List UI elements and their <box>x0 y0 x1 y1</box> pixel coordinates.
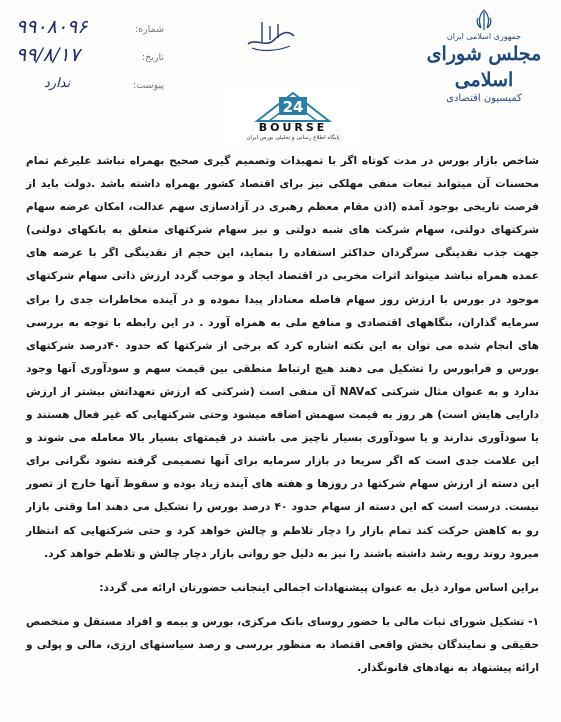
letter-number: ۹۹۰۸۰۹۶ <box>16 16 88 38</box>
proposal-item-1: ۱- تشکیل شورای ثبات مالی با حضور روسای بانک مرکزی، بورس و بیمه و افراد مستقل و متخصص حقیقی و نمایندگان بخش واقعی اقتصاد به منظور بررسی و رصد سیاستهای ارزی، مالی و پولی و ارائه پیشنهاد به نهادهای قانونگذار. <box>26 615 539 674</box>
body-paragraph-1: شاخص بازار بورس در مدت کوتاه اگر با تمهیدات وتصمیم گیری صحیح بهمراه نباشد علیرغم تمام محسنات آن میتواند تبعات منفی مهلکی نیز برای اقتصاد کشور بهمراه داشته باشد .دولت باید از فرصت تاریخی بوجود آمده (اذن مقام معظم رهبری در آزادسازی سهم عدالت، امکان عرضه سهام شرکتهای دولتی، سهام شرکت های شبه دولتی و نیز سهام شرکتهای متعلق به بانکهای دولتی) جهت جذب نقدینگی سرگردان حداکثر استفاده را بنماید، این حجم از نقدینگی اگر با عرضه های عمده همراه نباشد میتواند اثرات مخربی در اقتصاد ایجاد و موجب گردد ارزش ذاتی سهام شرکتهای موجود در بورس با ارزش روز سهام فاصله معنادار پیدا نموده و در آینده مخاطرات جدی را برای سرمایه گذاران، بنگاههای اقتصادی و منافع ملی به همراه آورد . در این رابطه با توجه به بررسی های انجام شده می توان به این نکته اشاره کرد که برخی از شرکتها که حدود ۴۰درصد شرکتهای بورس و فرابورس را تشکیل می دهند هیچ ارتباط منطقی بین قیمت سهم و سودآوری آنها وجود ندارد و به عنوان مثال شرکتی کهNAV آن منفی است (شرکتی که ارزش تعهداتش بیشتر از ارزش دارایی هایش است) هر روز به قیمت سهمش اضافه میشود وحتی شرکتهایی که غیر فعال هستند و یا سودآوری ندارند و یا سودآوری بسیار ناچیز می باشند در قیمتهای بسیار بالا معامله می شوند و این علامت جدی است که اگر سریعا در بازار سرمایه برای آنها تصمیمی گرفته نشود نگرانی برای این دسته از ارزش سهام شرکتها در روزها و هفته های آینده زیاد بوده و سقوط آنها خارج از تصور نیست. درست است که این دسته از سهام حدود ۴۰ درصد بورس را تشکیل می دهند اما وقتی بازار رو به کاهش حرکت کند تمام بازار را دچار تلاطم و چالش خواهد کرد و حتی شرکتهایی که انتظار میرود روند رویه رشد داشته باشند را نیز به دلیل جو روانی بازار دچار چالش و تلاطم خواهد کرد. <box>26 155 539 560</box>
bismillah-calligraphy <box>240 18 300 54</box>
org-country: جمهوری اسلامی ایران <box>446 32 522 41</box>
date-row <box>14 44 164 72</box>
number-row <box>14 16 164 44</box>
attachment-value: ندارد <box>44 76 71 91</box>
logo-text: BOURSE <box>258 121 328 134</box>
logo-number: 24 <box>282 98 304 116</box>
iran-emblem <box>472 8 496 32</box>
letter-body <box>26 150 539 680</box>
logo-subtitle: پایگاه اطلاع رسانی و تحلیلی بورس ایران <box>246 135 340 141</box>
attachment-row <box>14 72 164 100</box>
parliament-header <box>420 32 548 104</box>
letter-date: ۹۹/۸/۱۷ <box>16 44 80 66</box>
letter-meta <box>14 16 164 100</box>
org-commission: کمیسیون اقتصادی <box>446 93 522 104</box>
bismillah-icon <box>240 18 300 54</box>
body-paragraph-2: براین اساس موارد ذیل به عنوان پیشنهادات اجمالی اینجانب حضورتان ارائه می گردد: <box>99 581 539 594</box>
bourse-logo-icon <box>225 85 361 125</box>
number-label: شماره: <box>134 24 164 35</box>
bourse24-logo <box>225 85 361 147</box>
attachment-label: پیوست: <box>133 80 164 91</box>
date-label: تاریخ: <box>141 52 164 63</box>
emblem-icon <box>472 8 496 32</box>
org-name: مجلس شورای اسلامی <box>426 43 542 91</box>
